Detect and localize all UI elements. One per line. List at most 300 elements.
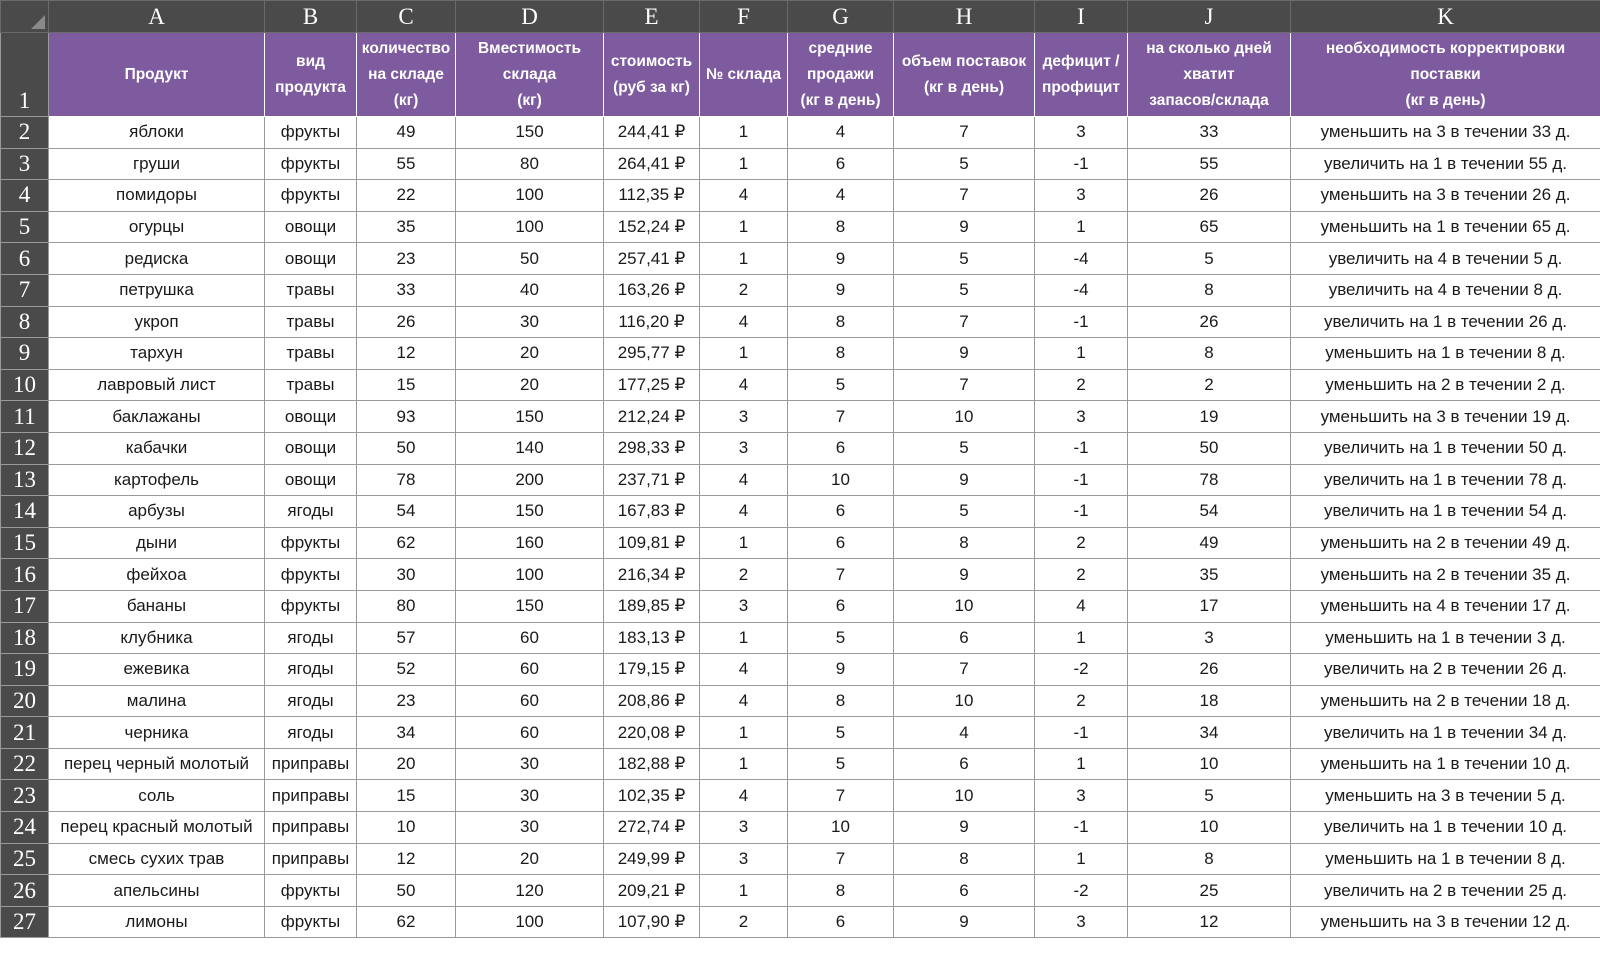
cell-a[interactable]: укроп — [49, 306, 265, 338]
cell-g[interactable]: 6 — [788, 527, 894, 559]
header-cell-k[interactable] — [1291, 33, 1600, 117]
cell-h[interactable]: 6 — [894, 622, 1035, 654]
cell-j[interactable]: 26 — [1128, 180, 1291, 212]
cell-c[interactable]: 30 — [357, 559, 456, 591]
cell-d[interactable]: 60 — [456, 622, 604, 654]
cell-b[interactable]: овощи — [265, 243, 357, 275]
cell-e[interactable]: 237,71 ₽ — [604, 464, 700, 496]
cell-j[interactable]: 34 — [1128, 717, 1291, 749]
cell-a[interactable]: тархун — [49, 338, 265, 370]
cell-b[interactable]: травы — [265, 369, 357, 401]
cell-k[interactable]: уменьшить на 1 в течении 65 д. — [1291, 211, 1600, 243]
row-number[interactable]: 9 — [1, 338, 49, 370]
cell-g[interactable]: 6 — [788, 590, 894, 622]
cell-f[interactable]: 1 — [700, 117, 788, 149]
cell-b[interactable]: овощи — [265, 432, 357, 464]
cell-i[interactable]: 2 — [1035, 685, 1128, 717]
cell-i[interactable]: 2 — [1035, 369, 1128, 401]
cell-g[interactable]: 6 — [788, 148, 894, 180]
cell-a[interactable]: соль — [49, 780, 265, 812]
cell-c[interactable]: 78 — [357, 464, 456, 496]
cell-a[interactable]: перец черный молотый — [49, 748, 265, 780]
cell-j[interactable]: 5 — [1128, 780, 1291, 812]
cell-g[interactable]: 5 — [788, 369, 894, 401]
cell-h[interactable]: 7 — [894, 369, 1035, 401]
cell-j[interactable]: 26 — [1128, 654, 1291, 686]
cell-b[interactable]: овощи — [265, 464, 357, 496]
cell-h[interactable]: 7 — [894, 180, 1035, 212]
cell-j[interactable]: 78 — [1128, 464, 1291, 496]
cell-k[interactable]: уменьшить на 3 в течении 5 д. — [1291, 780, 1600, 812]
cell-c[interactable]: 55 — [357, 148, 456, 180]
cell-g[interactable]: 8 — [788, 685, 894, 717]
cell-a[interactable]: черника — [49, 717, 265, 749]
cell-e[interactable]: 179,15 ₽ — [604, 654, 700, 686]
cell-a[interactable]: перец красный молотый — [49, 812, 265, 844]
cell-k[interactable]: уменьшить на 2 в течении 49 д. — [1291, 527, 1600, 559]
cell-f[interactable]: 1 — [700, 211, 788, 243]
header-cell-i[interactable] — [1035, 33, 1128, 117]
cell-k[interactable]: уменьшить на 4 в течении 17 д. — [1291, 590, 1600, 622]
cell-j[interactable]: 12 — [1128, 906, 1291, 938]
cell-d[interactable]: 100 — [456, 180, 604, 212]
cell-e[interactable]: 102,35 ₽ — [604, 780, 700, 812]
cell-a[interactable]: клубника — [49, 622, 265, 654]
cell-b[interactable]: фрукты — [265, 180, 357, 212]
cell-d[interactable]: 40 — [456, 274, 604, 306]
cell-c[interactable]: 34 — [357, 717, 456, 749]
cell-h[interactable]: 9 — [894, 559, 1035, 591]
cell-c[interactable]: 57 — [357, 622, 456, 654]
cell-j[interactable]: 25 — [1128, 875, 1291, 907]
cell-c[interactable]: 12 — [357, 843, 456, 875]
header-cell-j[interactable] — [1128, 33, 1291, 117]
cell-e[interactable]: 116,20 ₽ — [604, 306, 700, 338]
cell-h[interactable]: 7 — [894, 654, 1035, 686]
cell-j[interactable]: 8 — [1128, 274, 1291, 306]
cell-e[interactable]: 249,99 ₽ — [604, 843, 700, 875]
row-number[interactable]: 6 — [1, 243, 49, 275]
cell-c[interactable]: 22 — [357, 180, 456, 212]
cell-f[interactable]: 3 — [700, 590, 788, 622]
header-cell-g[interactable] — [788, 33, 894, 117]
column-header-e[interactable]: E — [604, 1, 700, 33]
cell-k[interactable]: уменьшить на 2 в течении 2 д. — [1291, 369, 1600, 401]
header-cell-f[interactable] — [700, 33, 788, 117]
cell-i[interactable]: 2 — [1035, 527, 1128, 559]
cell-i[interactable]: -1 — [1035, 464, 1128, 496]
cell-a[interactable]: кабачки — [49, 432, 265, 464]
cell-h[interactable]: 5 — [894, 496, 1035, 528]
cell-k[interactable]: увеличить на 1 в течении 78 д. — [1291, 464, 1600, 496]
cell-j[interactable]: 8 — [1128, 843, 1291, 875]
row-number[interactable]: 14 — [1, 496, 49, 528]
cell-e[interactable]: 298,33 ₽ — [604, 432, 700, 464]
cell-i[interactable]: -2 — [1035, 654, 1128, 686]
row-number[interactable]: 12 — [1, 432, 49, 464]
cell-g[interactable]: 8 — [788, 306, 894, 338]
cell-k[interactable]: увеличить на 1 в течении 10 д. — [1291, 812, 1600, 844]
row-number[interactable]: 7 — [1, 274, 49, 306]
cell-f[interactable]: 3 — [700, 812, 788, 844]
cell-k[interactable]: увеличить на 1 в течении 50 д. — [1291, 432, 1600, 464]
cell-c[interactable]: 80 — [357, 590, 456, 622]
cell-d[interactable]: 160 — [456, 527, 604, 559]
cell-h[interactable]: 5 — [894, 148, 1035, 180]
row-number[interactable]: 13 — [1, 464, 49, 496]
row-number[interactable]: 21 — [1, 717, 49, 749]
cell-g[interactable]: 6 — [788, 496, 894, 528]
header-cell-e[interactable] — [604, 33, 700, 117]
cell-a[interactable]: яблоки — [49, 117, 265, 149]
cell-f[interactable]: 1 — [700, 148, 788, 180]
cell-e[interactable]: 220,08 ₽ — [604, 717, 700, 749]
cell-i[interactable]: -2 — [1035, 875, 1128, 907]
cell-c[interactable]: 93 — [357, 401, 456, 433]
cell-k[interactable]: увеличить на 1 в течении 34 д. — [1291, 717, 1600, 749]
cell-i[interactable]: -1 — [1035, 717, 1128, 749]
cell-f[interactable]: 3 — [700, 432, 788, 464]
cell-d[interactable]: 100 — [456, 211, 604, 243]
cell-g[interactable]: 4 — [788, 180, 894, 212]
cell-h[interactable]: 8 — [894, 843, 1035, 875]
cell-a[interactable]: бананы — [49, 590, 265, 622]
cell-j[interactable]: 50 — [1128, 432, 1291, 464]
row-number[interactable]: 2 — [1, 117, 49, 149]
cell-f[interactable]: 4 — [700, 496, 788, 528]
row-number[interactable]: 15 — [1, 527, 49, 559]
header-cell-d[interactable] — [456, 33, 604, 117]
cell-f[interactable]: 1 — [700, 717, 788, 749]
cell-e[interactable]: 295,77 ₽ — [604, 338, 700, 370]
cell-d[interactable]: 30 — [456, 306, 604, 338]
cell-b[interactable]: травы — [265, 306, 357, 338]
cell-k[interactable]: уменьшить на 1 в течении 8 д. — [1291, 843, 1600, 875]
header-cell-c[interactable] — [357, 33, 456, 117]
cell-f[interactable]: 1 — [700, 527, 788, 559]
cell-k[interactable]: уменьшить на 2 в течении 18 д. — [1291, 685, 1600, 717]
cell-d[interactable]: 30 — [456, 780, 604, 812]
cell-e[interactable]: 109,81 ₽ — [604, 527, 700, 559]
cell-d[interactable]: 150 — [456, 590, 604, 622]
cell-c[interactable]: 26 — [357, 306, 456, 338]
cell-h[interactable]: 7 — [894, 306, 1035, 338]
cell-c[interactable]: 50 — [357, 875, 456, 907]
cell-k[interactable]: увеличить на 1 в течении 26 д. — [1291, 306, 1600, 338]
cell-a[interactable]: апельсины — [49, 875, 265, 907]
cell-k[interactable]: увеличить на 1 в течении 54 д. — [1291, 496, 1600, 528]
column-header-c[interactable]: C — [357, 1, 456, 33]
column-header-k[interactable]: K — [1291, 1, 1600, 33]
cell-c[interactable]: 10 — [357, 812, 456, 844]
column-header-d[interactable]: D — [456, 1, 604, 33]
row-number[interactable]: 16 — [1, 559, 49, 591]
cell-i[interactable]: 1 — [1035, 748, 1128, 780]
cell-f[interactable]: 2 — [700, 906, 788, 938]
cell-e[interactable]: 107,90 ₽ — [604, 906, 700, 938]
cell-j[interactable]: 26 — [1128, 306, 1291, 338]
cell-g[interactable]: 10 — [788, 812, 894, 844]
cell-d[interactable]: 100 — [456, 559, 604, 591]
cell-g[interactable]: 6 — [788, 906, 894, 938]
row-number[interactable]: 25 — [1, 843, 49, 875]
cell-h[interactable]: 9 — [894, 211, 1035, 243]
cell-a[interactable]: баклажаны — [49, 401, 265, 433]
cell-g[interactable]: 5 — [788, 748, 894, 780]
cell-d[interactable]: 20 — [456, 338, 604, 370]
cell-a[interactable]: петрушка — [49, 274, 265, 306]
cell-f[interactable]: 2 — [700, 559, 788, 591]
cell-i[interactable]: -1 — [1035, 306, 1128, 338]
cell-f[interactable]: 1 — [700, 875, 788, 907]
cell-g[interactable]: 9 — [788, 274, 894, 306]
cell-f[interactable]: 4 — [700, 685, 788, 717]
cell-d[interactable]: 150 — [456, 401, 604, 433]
cell-g[interactable]: 8 — [788, 338, 894, 370]
cell-i[interactable]: -1 — [1035, 148, 1128, 180]
cell-b[interactable]: ягоды — [265, 717, 357, 749]
cell-i[interactable]: 1 — [1035, 338, 1128, 370]
row-number[interactable]: 11 — [1, 401, 49, 433]
cell-d[interactable]: 200 — [456, 464, 604, 496]
cell-j[interactable]: 19 — [1128, 401, 1291, 433]
row-number[interactable]: 27 — [1, 906, 49, 938]
cell-j[interactable]: 33 — [1128, 117, 1291, 149]
cell-d[interactable]: 30 — [456, 812, 604, 844]
cell-a[interactable]: редиска — [49, 243, 265, 275]
cell-g[interactable]: 9 — [788, 243, 894, 275]
cell-a[interactable]: смесь сухих трав — [49, 843, 265, 875]
cell-d[interactable]: 20 — [456, 369, 604, 401]
row-number[interactable]: 22 — [1, 748, 49, 780]
cell-j[interactable]: 10 — [1128, 812, 1291, 844]
cell-k[interactable]: увеличить на 4 в течении 8 д. — [1291, 274, 1600, 306]
cell-a[interactable]: арбузы — [49, 496, 265, 528]
cell-d[interactable]: 80 — [456, 148, 604, 180]
cell-g[interactable]: 7 — [788, 559, 894, 591]
cell-b[interactable]: овощи — [265, 401, 357, 433]
cell-e[interactable]: 257,41 ₽ — [604, 243, 700, 275]
row-number[interactable]: 10 — [1, 369, 49, 401]
cell-b[interactable]: ягоды — [265, 496, 357, 528]
row-number[interactable]: 4 — [1, 180, 49, 212]
cell-k[interactable]: увеличить на 2 в течении 25 д. — [1291, 875, 1600, 907]
cell-h[interactable]: 5 — [894, 274, 1035, 306]
cell-h[interactable]: 10 — [894, 401, 1035, 433]
cell-f[interactable]: 4 — [700, 180, 788, 212]
cell-g[interactable]: 4 — [788, 117, 894, 149]
cell-j[interactable]: 49 — [1128, 527, 1291, 559]
cell-g[interactable]: 7 — [788, 780, 894, 812]
cell-j[interactable]: 35 — [1128, 559, 1291, 591]
cell-a[interactable]: малина — [49, 685, 265, 717]
cell-e[interactable]: 177,25 ₽ — [604, 369, 700, 401]
cell-h[interactable]: 9 — [894, 812, 1035, 844]
column-header-i[interactable]: I — [1035, 1, 1128, 33]
cell-j[interactable]: 55 — [1128, 148, 1291, 180]
cell-i[interactable]: -4 — [1035, 274, 1128, 306]
header-cell-b[interactable] — [265, 33, 357, 117]
column-header-j[interactable]: J — [1128, 1, 1291, 33]
cell-d[interactable]: 30 — [456, 748, 604, 780]
cell-h[interactable]: 6 — [894, 875, 1035, 907]
cell-e[interactable]: 182,88 ₽ — [604, 748, 700, 780]
cell-i[interactable]: 2 — [1035, 559, 1128, 591]
cell-f[interactable]: 1 — [700, 622, 788, 654]
cell-d[interactable]: 60 — [456, 654, 604, 686]
row-number[interactable]: 20 — [1, 685, 49, 717]
cell-i[interactable]: -1 — [1035, 812, 1128, 844]
cell-d[interactable]: 60 — [456, 717, 604, 749]
cell-f[interactable]: 4 — [700, 306, 788, 338]
cell-d[interactable]: 60 — [456, 685, 604, 717]
column-header-a[interactable]: A — [49, 1, 265, 33]
cell-h[interactable]: 9 — [894, 906, 1035, 938]
cell-b[interactable]: ягоды — [265, 654, 357, 686]
cell-h[interactable]: 10 — [894, 685, 1035, 717]
cell-j[interactable]: 65 — [1128, 211, 1291, 243]
cell-i[interactable]: 3 — [1035, 117, 1128, 149]
cell-b[interactable]: фрукты — [265, 590, 357, 622]
cell-c[interactable]: 52 — [357, 654, 456, 686]
cell-k[interactable]: уменьшить на 2 в течении 35 д. — [1291, 559, 1600, 591]
cell-b[interactable]: приправы — [265, 843, 357, 875]
cell-g[interactable]: 6 — [788, 432, 894, 464]
cell-j[interactable]: 5 — [1128, 243, 1291, 275]
cell-j[interactable]: 8 — [1128, 338, 1291, 370]
cell-b[interactable]: фрукты — [265, 906, 357, 938]
cell-j[interactable]: 18 — [1128, 685, 1291, 717]
cell-c[interactable]: 49 — [357, 117, 456, 149]
cell-i[interactable]: 3 — [1035, 180, 1128, 212]
cell-k[interactable]: уменьшить на 3 в течении 26 д. — [1291, 180, 1600, 212]
cell-i[interactable]: -1 — [1035, 496, 1128, 528]
cell-j[interactable]: 17 — [1128, 590, 1291, 622]
cell-b[interactable]: фрукты — [265, 559, 357, 591]
cell-d[interactable]: 140 — [456, 432, 604, 464]
cell-c[interactable]: 12 — [357, 338, 456, 370]
cell-k[interactable]: уменьшить на 1 в течении 3 д. — [1291, 622, 1600, 654]
cell-e[interactable]: 183,13 ₽ — [604, 622, 700, 654]
cell-a[interactable]: фейхоа — [49, 559, 265, 591]
cell-b[interactable]: приправы — [265, 748, 357, 780]
cell-b[interactable]: фрукты — [265, 117, 357, 149]
column-header-b[interactable]: B — [265, 1, 357, 33]
cell-k[interactable]: уменьшить на 1 в течении 10 д. — [1291, 748, 1600, 780]
cell-i[interactable]: 1 — [1035, 843, 1128, 875]
cell-c[interactable]: 62 — [357, 527, 456, 559]
cell-e[interactable]: 167,83 ₽ — [604, 496, 700, 528]
cell-h[interactable]: 5 — [894, 243, 1035, 275]
cell-f[interactable]: 4 — [700, 369, 788, 401]
cell-g[interactable]: 7 — [788, 401, 894, 433]
cell-b[interactable]: фрукты — [265, 527, 357, 559]
row-number[interactable]: 3 — [1, 148, 49, 180]
cell-f[interactable]: 1 — [700, 243, 788, 275]
cell-b[interactable]: приправы — [265, 780, 357, 812]
cell-h[interactable]: 10 — [894, 590, 1035, 622]
cell-c[interactable]: 33 — [357, 274, 456, 306]
cell-h[interactable]: 9 — [894, 464, 1035, 496]
cell-d[interactable]: 150 — [456, 496, 604, 528]
cell-a[interactable]: груши — [49, 148, 265, 180]
column-header-h[interactable]: H — [894, 1, 1035, 33]
cell-g[interactable]: 5 — [788, 622, 894, 654]
cell-a[interactable]: лимоны — [49, 906, 265, 938]
cell-h[interactable]: 4 — [894, 717, 1035, 749]
cell-h[interactable]: 5 — [894, 432, 1035, 464]
row-number[interactable]: 8 — [1, 306, 49, 338]
cell-e[interactable]: 163,26 ₽ — [604, 274, 700, 306]
cell-a[interactable]: дыни — [49, 527, 265, 559]
cell-b[interactable]: фрукты — [265, 875, 357, 907]
cell-k[interactable]: уменьшить на 3 в течении 33 д. — [1291, 117, 1600, 149]
cell-b[interactable]: приправы — [265, 812, 357, 844]
cell-h[interactable]: 9 — [894, 338, 1035, 370]
cell-c[interactable]: 15 — [357, 369, 456, 401]
row-number[interactable]: 18 — [1, 622, 49, 654]
cell-i[interactable]: -1 — [1035, 432, 1128, 464]
cell-f[interactable]: 1 — [700, 748, 788, 780]
cell-i[interactable]: 3 — [1035, 780, 1128, 812]
cell-c[interactable]: 54 — [357, 496, 456, 528]
header-cell-h[interactable] — [894, 33, 1035, 117]
cell-a[interactable]: ежевика — [49, 654, 265, 686]
cell-f[interactable]: 4 — [700, 780, 788, 812]
cell-k[interactable]: уменьшить на 3 в течении 12 д. — [1291, 906, 1600, 938]
cell-e[interactable]: 189,85 ₽ — [604, 590, 700, 622]
header-cell-a[interactable] — [49, 33, 265, 117]
cell-c[interactable]: 20 — [357, 748, 456, 780]
cell-a[interactable]: лавровый лист — [49, 369, 265, 401]
cell-g[interactable]: 9 — [788, 654, 894, 686]
cell-i[interactable]: 3 — [1035, 906, 1128, 938]
cell-i[interactable]: 1 — [1035, 211, 1128, 243]
cell-f[interactable]: 3 — [700, 401, 788, 433]
row-number[interactable]: 24 — [1, 812, 49, 844]
cell-e[interactable]: 152,24 ₽ — [604, 211, 700, 243]
cell-b[interactable]: фрукты — [265, 148, 357, 180]
row-number[interactable]: 17 — [1, 590, 49, 622]
cell-h[interactable]: 7 — [894, 117, 1035, 149]
cell-k[interactable]: уменьшить на 1 в течении 8 д. — [1291, 338, 1600, 370]
cell-d[interactable]: 100 — [456, 906, 604, 938]
cell-g[interactable]: 7 — [788, 843, 894, 875]
cell-i[interactable]: 3 — [1035, 401, 1128, 433]
cell-e[interactable]: 209,21 ₽ — [604, 875, 700, 907]
cell-j[interactable]: 10 — [1128, 748, 1291, 780]
cell-d[interactable]: 50 — [456, 243, 604, 275]
cell-a[interactable]: картофель — [49, 464, 265, 496]
cell-h[interactable]: 10 — [894, 780, 1035, 812]
cell-a[interactable]: огурцы — [49, 211, 265, 243]
row-number[interactable]: 26 — [1, 875, 49, 907]
row-number[interactable]: 19 — [1, 654, 49, 686]
cell-d[interactable]: 120 — [456, 875, 604, 907]
cell-g[interactable]: 5 — [788, 717, 894, 749]
cell-c[interactable]: 62 — [357, 906, 456, 938]
cell-b[interactable]: ягоды — [265, 622, 357, 654]
cell-i[interactable]: 1 — [1035, 622, 1128, 654]
column-header-f[interactable]: F — [700, 1, 788, 33]
cell-e[interactable]: 212,24 ₽ — [604, 401, 700, 433]
select-all-corner[interactable] — [1, 1, 49, 33]
cell-e[interactable]: 216,34 ₽ — [604, 559, 700, 591]
cell-f[interactable]: 1 — [700, 338, 788, 370]
cell-g[interactable]: 8 — [788, 211, 894, 243]
cell-h[interactable]: 8 — [894, 527, 1035, 559]
cell-k[interactable]: увеличить на 4 в течении 5 д. — [1291, 243, 1600, 275]
